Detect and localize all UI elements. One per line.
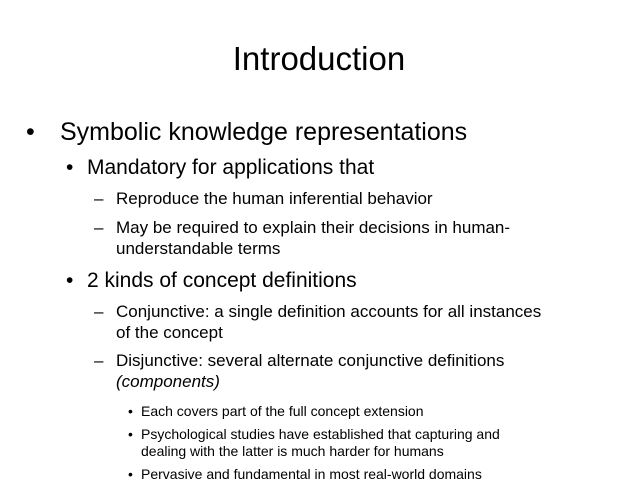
bullet-mandatory: Mandatory for applications that — [87, 156, 375, 179]
item-reproduce: Reproduce the human inferential behavior — [116, 189, 433, 208]
item-conjunctive-line2: of the concept — [116, 323, 223, 342]
explain-dash: – — [94, 218, 104, 237]
item-explain-line1: May be required to explain their decisions in human- — [116, 218, 511, 237]
item-disjunctive-line1: Disjunctive: several alternate conjunctive definitions — [116, 351, 505, 370]
subitem-pervasive: Pervasive and fundamental in most real-world domains — [141, 466, 482, 482]
slide-title: Introduction — [232, 40, 406, 77]
item-disjunctive-components: (components) — [116, 372, 220, 391]
sub-bullet-1: • — [128, 403, 133, 419]
subitem-each-covers: Each covers part of the full concept extension — [141, 403, 424, 419]
item-conjunctive-line1: Conjunctive: a single definition accounts for all instances — [116, 302, 542, 321]
disjunctive-dash: – — [94, 351, 104, 370]
subitem-psychological-line2: dealing with the latter is much harder for humans — [141, 443, 444, 459]
sub-bullet-3: • — [128, 466, 133, 482]
subitem-psychological-line1: Psychological studies have established that capturing and — [141, 426, 500, 442]
mandatory-bullet: • — [66, 156, 74, 179]
kinds-bullet: • — [66, 269, 74, 292]
reproduce-dash: – — [94, 189, 104, 208]
conjunctive-dash: – — [94, 302, 104, 321]
bullet-symbolic-knowledge: Symbolic knowledge representations — [60, 118, 468, 146]
level1-bullet: • — [26, 118, 35, 146]
bullet-two-kinds: 2 kinds of concept definitions — [87, 269, 357, 292]
item-explain-line2: understandable terms — [116, 239, 281, 258]
sub-bullet-2: • — [128, 426, 133, 442]
